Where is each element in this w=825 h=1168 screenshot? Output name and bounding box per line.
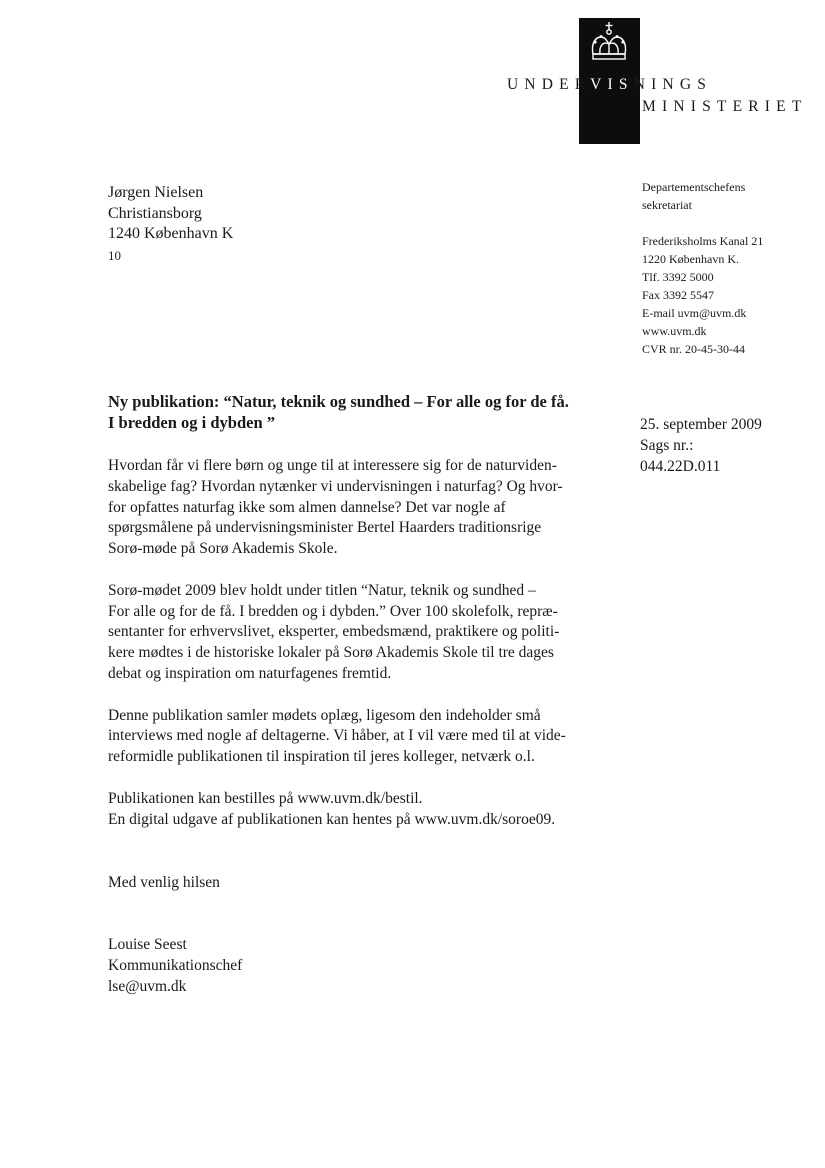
body-paragraph-4 bbox=[108, 789, 596, 831]
body-paragraph-3 bbox=[108, 706, 596, 768]
body-line: kere mødtes i de historiske lokaler på Sorø Akademis Skole til tre dages bbox=[108, 644, 554, 662]
sender-dept-2: sekretariat bbox=[642, 198, 692, 212]
body-line: skabelige fag? Hvordan nytænker vi undervisningen i naturfag? Og hvor- bbox=[108, 477, 563, 495]
sender-phone: Tlf. 3392 5000 bbox=[642, 270, 714, 284]
letter-subject bbox=[108, 391, 598, 433]
subject-line-1: Ny publikation: “Natur, teknik og sundhed – For alle og for de få. bbox=[108, 392, 569, 411]
sender-cvr: CVR nr. 20-45-30-44 bbox=[642, 342, 745, 356]
signature-block bbox=[108, 935, 242, 997]
signature-email: lse@uvm.dk bbox=[108, 977, 187, 995]
sender-dept-1: Departementschefens bbox=[642, 180, 746, 194]
body-line: Denne publikation samler mødets oplæg, ligesom den indeholder små bbox=[108, 706, 541, 724]
sender-fax: Fax 3392 5547 bbox=[642, 288, 714, 302]
body-line: debat og inspiration om naturfagenes fremtid. bbox=[108, 664, 392, 682]
subject-line-2: I bredden og i dybden ” bbox=[108, 413, 276, 432]
logo-wordmark-line-1 bbox=[507, 76, 712, 94]
sender-address-1: Frederiksholms Kanal 21 bbox=[642, 234, 764, 248]
body-line: spørgsmålene på undervisningsminister Bertel Haarders traditionsrige bbox=[108, 519, 542, 537]
recipient-line-3: 1240 København K bbox=[108, 225, 234, 242]
letter-date: 25. september 2009 bbox=[640, 416, 762, 433]
logo-wordmark-line-2: MINISTERIET bbox=[642, 98, 808, 115]
body-line: sentanter for erhvervslivet, eksperter, embedsmænd, praktikere og politi- bbox=[108, 623, 560, 641]
closing-greeting: Med venlig hilsen bbox=[108, 874, 220, 891]
body-line: Sorø-mødet 2009 blev holdt under titlen “Natur, teknik og sundhed – bbox=[108, 581, 536, 599]
recipient-line-4: 10 bbox=[108, 247, 121, 263]
signature-name: Louise Seest bbox=[108, 936, 187, 953]
logo-text-a: UNDER bbox=[507, 76, 591, 93]
body-paragraph-2 bbox=[108, 581, 596, 685]
body-line: En digital udgave af publikationen kan hentes på www.uvm.dk/soroe09. bbox=[108, 810, 556, 828]
sender-web: www.uvm.dk bbox=[642, 324, 707, 338]
sender-address-2: 1220 København K. bbox=[642, 252, 739, 266]
body-line: for opfattes naturfag ikke som almen dannelse? Det var nogle af bbox=[108, 498, 506, 516]
sender-email: E-mail uvm@uvm.dk bbox=[642, 306, 747, 320]
letter-body bbox=[108, 456, 596, 851]
letter-meta bbox=[640, 414, 762, 477]
body-line: Hvordan får vi flere børn og unge til at interessere sig for de naturviden- bbox=[108, 457, 557, 474]
logo-text-b: VIS bbox=[590, 76, 634, 93]
body-line: interviews med nogle af deltagerne. Vi håber, at I vil være med til at vide- bbox=[108, 727, 566, 745]
body-line: Publikationen kan bestilles på www.uvm.dk/bestil. bbox=[108, 789, 423, 807]
body-paragraph-1 bbox=[108, 456, 596, 560]
recipient-address bbox=[108, 183, 233, 267]
recipient-name: Jørgen Nielsen bbox=[108, 184, 204, 201]
body-line: For alle og for de få. I bredden og i dybden.” Over 100 skolefolk, repræ- bbox=[108, 602, 558, 620]
sender-info bbox=[642, 178, 817, 358]
recipient-line-2: Christiansborg bbox=[108, 204, 202, 222]
body-line: reformidle publikationen til inspiration til jeres kolleger, netværk o.l. bbox=[108, 748, 535, 766]
case-number: 044.22D.011 bbox=[640, 458, 721, 475]
case-label: Sags nr.: bbox=[640, 437, 694, 454]
body-line: Sorø-møde på Sorø Akademis Skole. bbox=[108, 540, 338, 558]
crown-icon bbox=[583, 20, 635, 66]
logo-text-c: NINGS bbox=[633, 76, 713, 93]
signature-title: Kommunikationschef bbox=[108, 956, 243, 974]
